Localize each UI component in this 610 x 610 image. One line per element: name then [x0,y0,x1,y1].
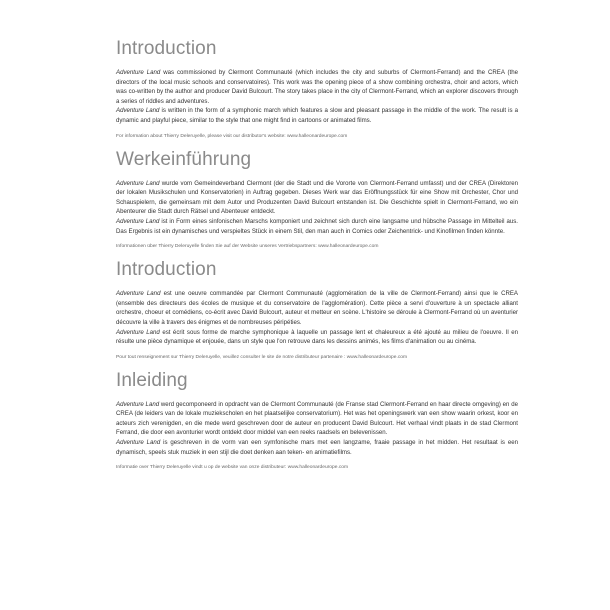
work-title: Adventure Land [116,107,160,115]
paragraph [116,179,518,217]
paragraph [116,400,518,438]
paragraph-text: is written in the form of a symphonic march which features a slow and pleasant passage in the middle of the work. The result is a dynamic and playful piece, similar to the style that one might find in cartoons or animated films. [116,107,518,124]
paragraph [116,438,518,457]
section-heading: Introduction [116,38,217,59]
work-title: Adventure Land [116,400,160,408]
section-body [116,400,518,458]
work-title: Adventure Land [116,217,160,225]
paragraph-text: wurde vom Gemeindeverband Clermont (der die Stadt und die Vororte von Clermont-Ferrand umfasst) und der CREA (Direktoren der lokalen Musikschulen und Konservatorien) in Auftrag gegeben. Dieses Werk war das Eröffnungsstück für eine Show mit Orchester, Chor und Schauspielern, die gemeinsam mit dem Autor und Produzenten David Bulcourt entstanden ist. Die Geschichte spielt in Clermont-Ferrand, wo ein Abenteurer die Stadt durch Rätsel und Abenteuer entdeckt. [116,179,519,216]
section-english [116,38,518,140]
paragraph [116,106,518,125]
paragraph-text: est écrit sous forme de marche symphonique à laquelle un passage lent et chaleureux a été ajouté au milieu de l'oeuvre. Il en résulte une pièce dynamique et enjouée, dans un style que l'on retrouve dans les dessins animés, les films d'animation ou au cinéma. [116,328,518,346]
work-title: Adventure Land [116,179,160,187]
work-title: Adventure Land [116,69,161,76]
work-title: Adventure Land [116,439,161,447]
paragraph [116,68,518,106]
paragraph [116,289,518,327]
paragraph [116,217,518,236]
distributor-footnote: Pour tout renseignement sur Thierry Deleruyelle, veuillez consulter le site de notre distributeur partenaire : www.halleonardeurope.com [116,354,408,360]
section-body [116,289,518,347]
work-title: Adventure Land [116,328,160,336]
paragraph-text: est une oeuvre commandée par Clermont Communauté (agglomération de la ville de Clermont-Ferrand) ainsi que le CREA (ensemble des directeurs des écoles de musique et du conservatoire de l'agglomération). Cette pièce a servi d'ouverture à un spectacle alliant orchestre, choeur et comédiens, co-écrit avec David Bulcourt, auteur et metteur en scène. L'histoire se déroule à Clermont-Ferrand où un aventurier découvre la ville à travers des énigmes et de nombreuses péripéties. [116,290,518,326]
section-dutch [116,370,518,472]
distributor-footnote: Informationen über Thierry Deleruyelle finden Sie auf der Website unseres Vertriebspartners: www.halleonardeurope.com [116,244,379,250]
section-body [116,68,518,126]
section-body [116,179,518,237]
section-heading: Werkeinführung [116,148,252,170]
section-heading: Introduction [116,259,217,281]
paragraph-text: is geschreven in de vorm van een symfonische mars met een langzame, fraaie passage in het midden. Het resultaat is een dynamisch, speels stuk muziek in een stijl die doet denken aan teken- en animatiefilms. [116,439,518,456]
paragraph-text: ist in Form eines sinfonischen Marschs komponiert und zeichnet sich durch eine langsame und hübsche Passage im Mittelteil aus. Das Ergebnis ist ein dynamisches und verspieltes Stück in einem Stil, den man auch in Comics oder Zeichentrick- und Kinofilmen finden könnte. [116,217,518,235]
paragraph [116,328,518,347]
paragraph-text: was commissioned by Clermont Communauté (which includes the city and suburbs of Clermont-Ferrand) and the CREA (the directors of the local music schools and conservatoires). This work was the opening piece of a show combining orchestra, choir and actors, which was co-written by the author and producer David Bulcourt. The story takes place in the city of Clermont-Ferrand, which an explorer discovers through a series of riddles and adventures. [116,69,519,105]
section-german [116,149,518,251]
distributor-footnote: Informatie over Thierry Deleruyelle vindt u op de website van onze distributeur: www.halleonardeurope.com [116,465,349,471]
distributor-footnote: For information about Thierry Deleruyelle, please visit our distributor's website: www.halleonardeurope.com [116,133,348,139]
section-french [116,259,518,361]
work-title: Adventure Land [116,290,161,298]
section-heading: Inleiding [116,369,188,391]
paragraph-text: werd gecomponeerd in opdracht van de Clermont Communauté (de Franse stad Clermont-Ferrand en haar directe omgeving) en de CREA (de leiders van de lokale muziekscholen en het plaatselijke conservatorium). Het was het openingswerk van een show waarin orkest, koor en acteurs zich verenigden, en die mede werd geschreven door de auteur en producent David Bulcourt. Het verhaal vindt plaats in de stad Clermont Ferrand, die door een avonturier wordt ontdekt door middel van een reeks raadsels en belevenissen. [116,400,518,437]
